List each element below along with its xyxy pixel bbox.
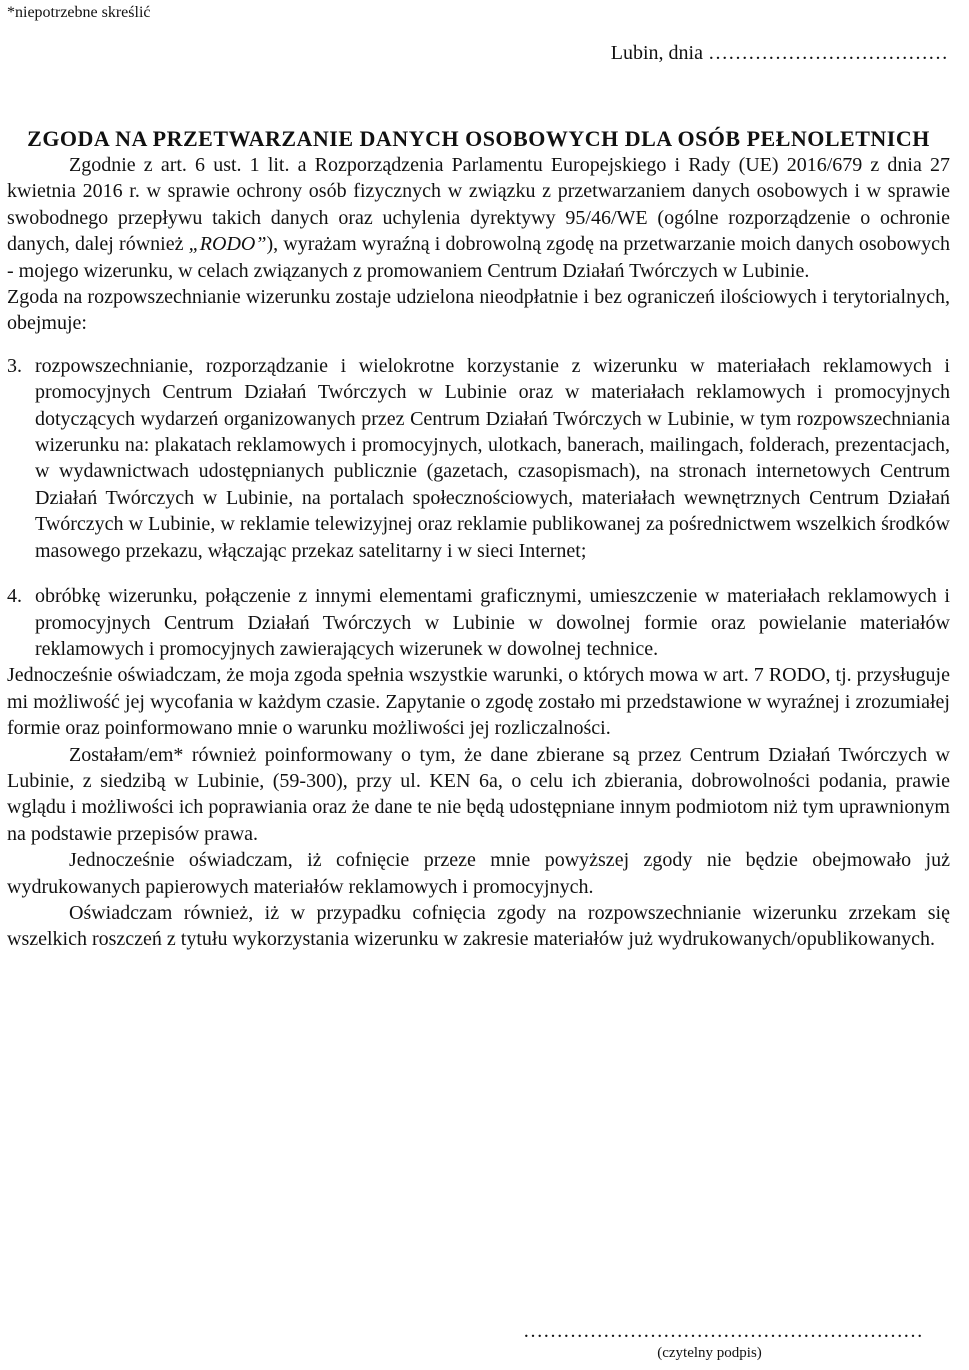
- paragraph-claims-waiver: Oświadczam również, iż w przypadku cofnięcia zgody na rozpowszechnianie wizerunku zrzekam się wszelkich roszczeń z tytułu wykorzystania wizerunku w zakresie materiałów już wydrukowanych/opublikowanych.: [7, 901, 950, 951]
- list-item: [7, 583, 950, 662]
- paragraph-intro-before: Zgodnie z art. 6 ust. 1 lit. a Rozporządzenia Parlamentu Europejskiego i Rady (UE) 2016/679 z dnia 27 kwietnia 2016 r. w sprawie ochrony osób fizycznych w związku z przetwarzaniem danych osobowych i w sprawie swobodnego przepływu takich danych oraz uchylenia dyrektywy 95/46/WE (ogólne rozporządzenie o ochronie danych, dalej również: [7, 154, 950, 256]
- list-item-text: rozpowszechnianie, rozporządzanie i wielokrotne korzystanie z wizerunku w materiałach reklamowych i promocyjnych Centrum Działań Twórczych w Lubinie oraz w materiałach reklamowych i promocyjnych dotyczących wydarzeń organizowanych przez Centrum Działań Twórczych w Lubinie, w tym rozpowszechniania wizerunku na: plakatach reklamowych i promocyjnych, ulotkach, banerach, mailingach, folderach, prezentacjach, w wydawnictwach udostępnianych publicznie (gazetach, czasopismach), na stronach internetowych Centrum Działań Twórczych w Lubinie, na portalach społecznościowych, materiałach wewnętrznych Centrum Działań Twórczych w Lubinie, w reklamie telewizyjnej oraz reklamie publikowanej za pośrednictwem wszelkich środków masowego przekazu, włączając przekaz satelitarny i w sieci Internet;: [35, 354, 950, 562]
- footnote-strike-note: *niepotrzebne skreślić: [7, 4, 151, 21]
- document-body: [0, 3, 969, 953]
- rodo-term-italic: „RODO”: [188, 233, 267, 256]
- list-item: [7, 353, 950, 564]
- paragraph-withdrawal-printed-materials: Jednocześnie oświadczam, iż cofnięcie przeze mnie powyższej zgody nie będzie obejmowało już wydrukowanych papierowych materiałów reklamowych i promocyjnych.: [7, 849, 950, 898]
- signature-line-blank: ……………………………………………………: [523, 1320, 923, 1342]
- consent-scope-list: [7, 353, 950, 662]
- list-item-number: 3.: [7, 354, 22, 377]
- paragraph-intro-after: ), wyrażam wyraźną i dobrowolną zgodę na przetwarzanie moich danych osobowych - mojego wizerunku, w celach związanych z promowaniem Centrum Działań Twórczych w Lubinie.: [7, 233, 950, 282]
- paragraph-art7-conditions: Jednocześnie oświadczam, że moja zgoda spełnia wszystkie warunki, o których mowa w art. 7 RODO, tj. przysługuje mi możliwość jej wycofania w każdym czasie. Zapytanie o zgodę zostało mi przedstawione w wyraźnej i zrozumiałej formie oraz poinformowano mnie o warunku możliwości jej rozliczalności.: [7, 664, 950, 740]
- paragraph-intro: [7, 152, 950, 284]
- signature-block: [523, 1320, 951, 1362]
- page-title: ZGODA NA PRZETWARZANIE DANYCH OSOBOWYCH DLA OSÓB PEŁNOLETNICH: [27, 126, 930, 151]
- paragraph-data-controller-info: Zostałam/em* również poinformowany o tym, że dane zbierane są przez Centrum Działań Twórczych w Lubinie, z siedzibą w Lubinie, (59-300), przy ul. KEN 6a, o celu ich zbierania, dobrowolności podania, prawie wglądu i możliwości ich poprawiania oraz że dane te nie będą udostępniane innym podmiotom niż tym uprawnionym na podstawie przepisów prawa.: [7, 743, 950, 845]
- paragraph-scope-intro: Zgoda na rozpowszechnianie wizerunku zostaje udzielona nieodpłatnie i bez ograniczeń ilościowych i terytorialnych, obejmuje:: [7, 286, 950, 335]
- list-item-number: 4.: [7, 585, 22, 608]
- signature-caption: (czytelny podpis): [657, 1345, 762, 1361]
- list-item-text: obróbkę wizerunku, połączenie z innymi elementami graficznymi, umieszczenie w materiałach reklamowych i promocyjnych Centrum Działań Twórczych w Lubinie w dowolnej formie oraz powielanie materiałów reklamowych i promocyjnych zawierających wizerunek w dowolnej technice.: [35, 585, 950, 660]
- date-line-blank: Lubin, dnia ………………………………: [610, 42, 948, 64]
